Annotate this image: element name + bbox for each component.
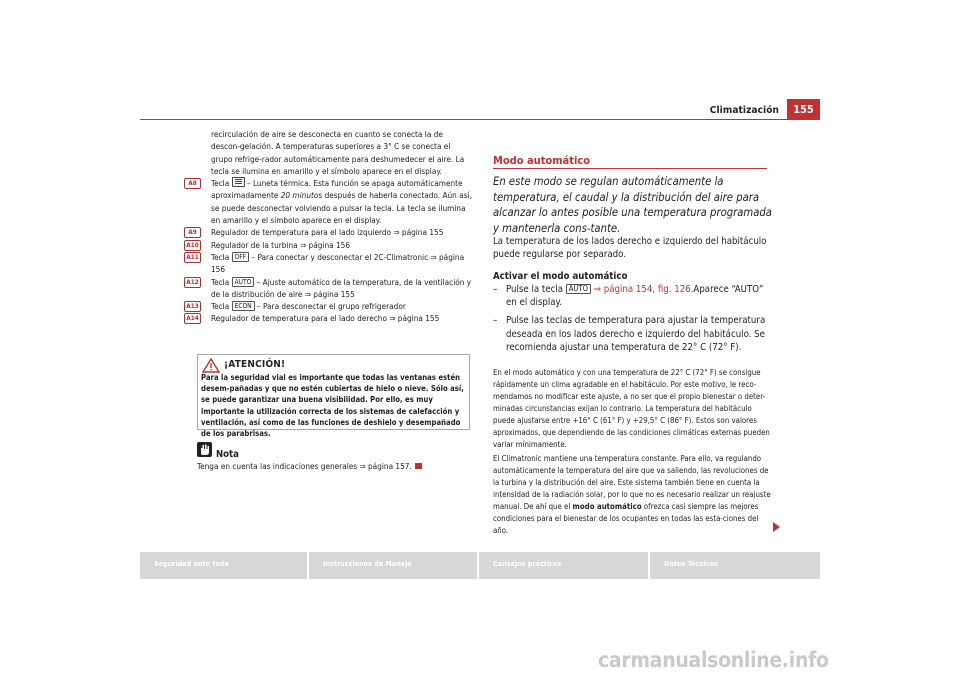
step-2: – Pulse las teclas de temperatura para ajustar la temperatura deseada en los lados derecho e izquierdo del habitáculo. Se recomienda ajustar una temperatura de 22° C (72° F). xyxy=(493,315,766,354)
legend-badge: A11 xyxy=(184,252,201,263)
paragraph: El Climatronic mantiene una temperatura constante. Para ello, va regulando automáticamente la temperatura del aire que va saliendo, las revoluciones de la turbina y la distribución del aire. Este sistema también tiene en cuenta la intensidad de la radiación solar, por lo que no es necesario realizar un reajuste manual. De ahí que el modo automático ofrezca casi siempre las mejores condiciones para el bienestar de los ocupantes en todas las esta-ciones del año. xyxy=(493,454,771,535)
warning-box xyxy=(197,354,470,439)
warning-title: ¡ATENCIÓN! xyxy=(224,359,286,370)
legend-item-a13: A13 Tecla ECON – Para desconectar el grupo refrigerador xyxy=(211,300,473,312)
rear-defrost-icon xyxy=(232,177,245,187)
page-number: 155 xyxy=(787,99,820,120)
intro-text: recirculación de aire se desconecta en cuanto se conecta la de descon-gelación. A temperaturas superiores a 3° C se conecta el grupo refrige-rador automáticamente para deshumedecer el aire. La tecla se ilumina en amarillo y el símbolo aparece en el display. xyxy=(211,129,465,176)
legend-item-a14: A14 Regulador de temperatura para el lado derecho ⇒ página 155 xyxy=(211,312,473,324)
legend-badge: A14 xyxy=(184,313,201,324)
right-body xyxy=(493,235,775,354)
legend-item-a11: A11 Tecla OFF – Para conectar y desconectar el 2C-Climatronic ⇒ página 156 xyxy=(211,251,473,276)
footer-tab-instrucciones[interactable]: Instrucciones de Manejo xyxy=(309,552,477,579)
header-rule xyxy=(140,119,820,120)
legend-badge: A12 xyxy=(184,277,201,288)
legend-badge: A10 xyxy=(184,240,201,251)
watermark: carmanualsonline.info xyxy=(598,648,829,672)
legend-item-a9: A9 Regulador de temperatura para el lado izquierdo ⇒ página 155 xyxy=(211,226,473,238)
note-icon xyxy=(197,442,212,457)
left-column xyxy=(186,128,473,325)
right-notes xyxy=(493,367,775,539)
legend-item-a8: A8 Tecla – Luneta térmica. Esta función se apaga automáticamente aproximadamente 20 minutos después de haberla conectado. Aún así, se puede desconectar volviendo a pulsar la tecla. La tecla se ilumina en amarillo y el símbolo aparece en el display. xyxy=(211,177,473,226)
footer-tab-datos[interactable]: Datos Técnicos xyxy=(650,552,820,579)
figure-link[interactable]: ⇒ página 154, fig. 126 xyxy=(591,283,691,295)
section-rule xyxy=(493,168,767,169)
chapter-title: Climatización xyxy=(709,105,779,116)
paragraph: La temperatura de los lados derecho e izquierdo del habitáculo puede regularse por separado. xyxy=(493,236,767,261)
subheading: Activar el modo automático xyxy=(493,270,628,282)
section-title: Modo automático xyxy=(493,154,591,167)
step-1: – Pulse la tecla AUTO ⇒ página 154, fig. 126.Aparece “AUTO” en el display. xyxy=(493,283,764,309)
warning-triangle-icon xyxy=(202,358,220,373)
auto-key-icon: AUTO xyxy=(566,284,591,294)
note-text: Tenga en cuenta las indicaciones generales ⇒ página 157. xyxy=(197,460,422,472)
note-title: Nota xyxy=(216,449,239,460)
legend-badge: A13 xyxy=(184,301,201,312)
continue-arrow-icon xyxy=(773,522,780,532)
footer-tab-seguridad[interactable]: Seguridad ante todo xyxy=(140,552,307,579)
end-mark-icon xyxy=(415,463,422,469)
legend-item-a10: A10 Regulador de la turbina ⇒ página 156 xyxy=(211,239,473,251)
legend-badge: A9 xyxy=(184,227,201,238)
legend-badge: A8 xyxy=(184,178,201,189)
auto-key-icon: AUTO xyxy=(232,277,255,287)
econ-key-icon: ECON xyxy=(232,301,255,311)
warning-body: Para la seguridad vial es importante que todas las ventanas estén desem-pañadas y que no estén cubiertas de hielo o nieve. Sólo así, se puede garantizar una buena visibilidad. Por ello, es muy importante la utilización correcta de los sistemas de calefacción y ventilación, así como de las funciones de deshielo y desempañado de los parabrisas. xyxy=(201,373,464,439)
section-lead: En este modo se regulan automáticamente la temperatura, el caudal y la distribución del aire para alcanzar lo antes posible una temperatura programada y mantenerla cons-tante. xyxy=(493,175,772,235)
paragraph: En el modo automático y con una temperatura de 22° C (72° F) se consigue rápidamente un clima agradable en el habitáculo. Por este motivo, le reco-mendamos no modificar este ajuste, a no ser que el propio bienestar o deter-minadas circunstancias exijan lo contrario. La temperatura del habitáculo puede ajustarse entre +16° C (61° F) y +29,5° C (86° F). Estos son valores aproximados, que dependiendo de las condiciones climáticas externas pueden variar mínimamente. xyxy=(493,368,770,449)
legend-item-a12: A12 Tecla AUTO – Ajuste automático de la temperatura, de la ventilación y de la distribución de aire ⇒ página 155 xyxy=(211,276,473,301)
off-key-icon: OFF xyxy=(232,252,250,262)
footer-tab-consejos[interactable]: Consejos prácticos xyxy=(479,552,648,579)
